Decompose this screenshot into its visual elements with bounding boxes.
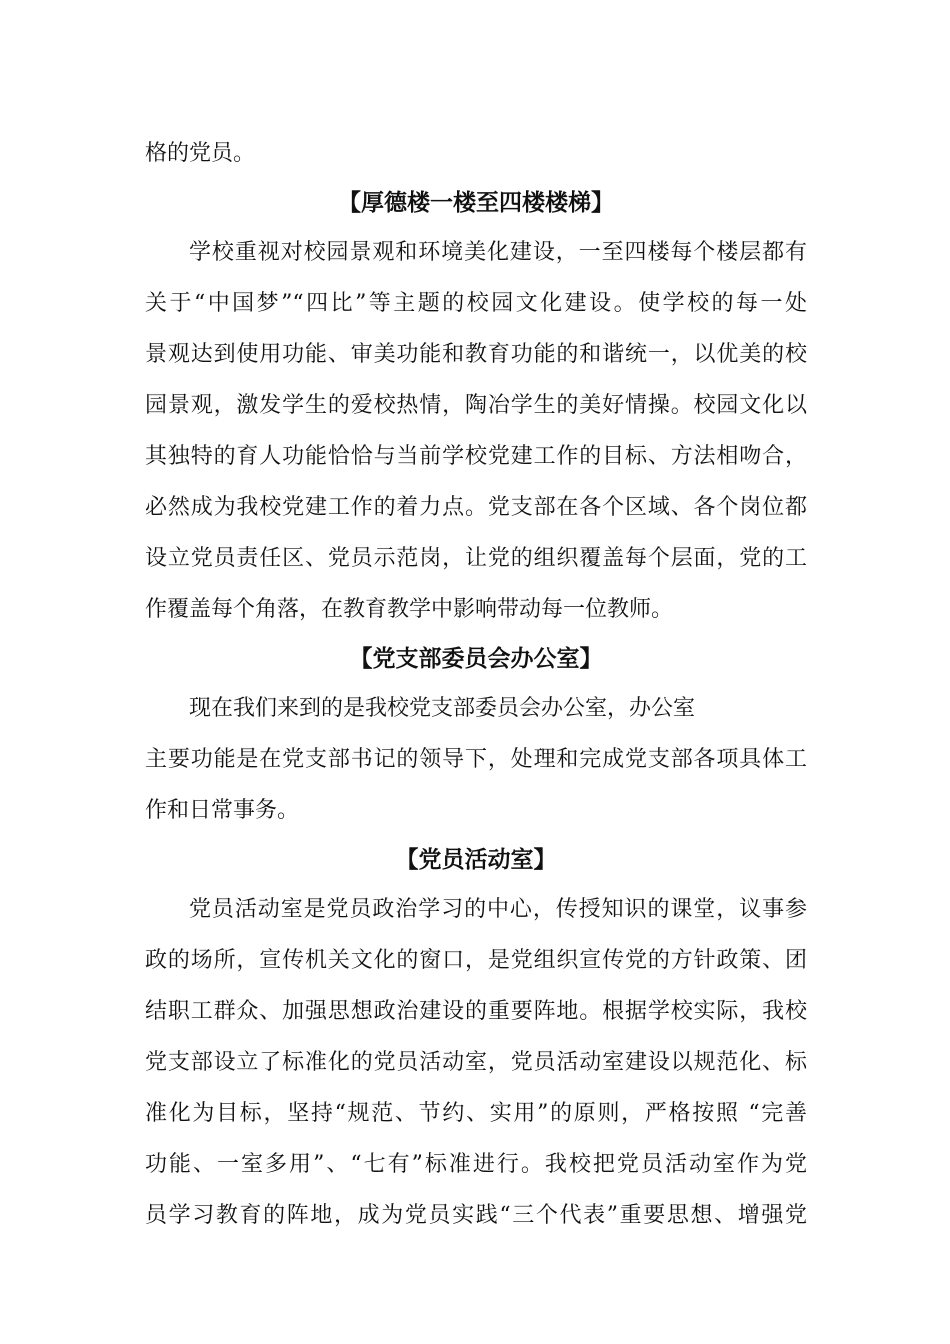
paragraph-line: 景观达到使用功能、审美功能和教育功能的和谐统一，以优美的校: [145, 342, 807, 367]
paragraph-line: 政的场所，宣传机关文化的窗口，是党组织宣传党的方针政策、团: [145, 948, 807, 973]
paragraph-line: 结职工群众、加强思想政治建设的重要阵地。根据学校实际，我校: [145, 999, 807, 1024]
paragraph-line: 现在我们来到的是我校党支部委员会办公室，办公室: [189, 696, 696, 721]
paragraph-line: 必然成为我校党建工作的着力点。党支部在各个区域、各个岗位都: [145, 495, 807, 520]
section-heading: 【厚德楼一楼至四楼楼梯】: [338, 190, 614, 216]
paragraph-line: 关于“中国梦”“四比”等主题的校园文化建设。使学校的每一处: [145, 291, 807, 316]
paragraph-line: 设立党员责任区、党员示范岗，让党的组织覆盖每个层面，党的工: [145, 546, 807, 571]
paragraph-line: 主要功能是在党支部书记的领导下，处理和完成党支部各项具体工: [145, 747, 807, 772]
paragraph-line: 党员活动室是党员政治学习的中心，传授知识的课堂，议事参: [189, 897, 807, 922]
paragraph-line: 党支部设立了标准化的党员活动室，党员活动室建设以规范化、标: [145, 1050, 807, 1075]
section-heading: 【党支部委员会办公室】: [349, 646, 603, 672]
paragraph-line: 其独特的育人功能恰恰与当前学校党建工作的目标、方法相吻合，: [145, 444, 807, 469]
paragraph-line: 园景观，激发学生的爱校热情，陶冶学生的美好情操。校园文化以: [145, 393, 807, 418]
paragraph-line: 学校重视对校园景观和环境美化建设，一至四楼每个楼层都有: [189, 240, 807, 265]
paragraph-line: 作覆盖每个角落，在教育教学中影响带动每一位教师。: [145, 597, 674, 622]
paragraph-line: 功能、一室多用”、“七有”标准进行。我校把党员活动室作为党: [145, 1152, 807, 1177]
paragraph-line: 作和日常事务。: [145, 798, 300, 823]
section-heading: 【党员活动室】: [395, 847, 557, 873]
paragraph-line: 员学习教育的阵地，成为党员实践“三个代表”重要思想、增强党: [145, 1203, 807, 1228]
document-body: [145, 128, 807, 1241]
paragraph-line: 格的党员。: [145, 141, 256, 166]
paragraph-line: 准化为目标，坚持“规范、节约、实用”的原则，严格按照 “完善: [145, 1101, 807, 1126]
